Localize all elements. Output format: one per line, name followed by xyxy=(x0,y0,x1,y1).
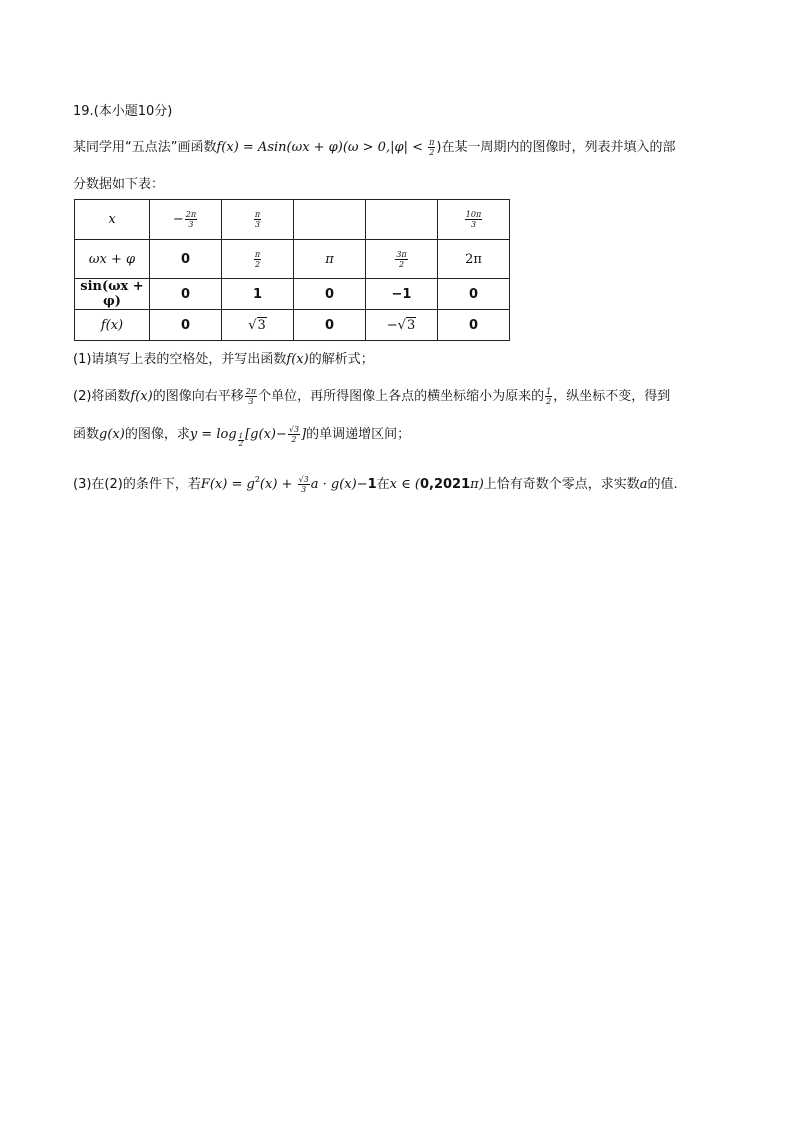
sqrt-3: √3 xyxy=(248,317,266,333)
part-2-line-2: 函数g(x)的图像，求y = log $\frac{1}{2}$ [g(x)− $\frac{√3}{2}$ ]的单调递增区间； xyxy=(73,425,411,448)
row-header-sin: sin(ωx + φ) xyxy=(75,279,150,310)
cell-x-1: − $\frac{2\pi}{3}$ xyxy=(150,200,222,240)
intro-text-2: )在某一周期内的图像时，列表并填入的部 xyxy=(436,140,676,155)
function-expression: f(x) = Asin(ωx + φ)(ω > 0,|φ| < xyxy=(216,140,428,155)
question-header xyxy=(73,102,172,122)
intro-line-1 xyxy=(73,138,675,158)
fraction-sqrt3-over-3: $\frac{√3}{3}$ xyxy=(298,475,309,494)
cell-f-5: 0 xyxy=(438,310,510,341)
cell-sin-1: 0 xyxy=(150,279,222,310)
intro-line-2 xyxy=(73,175,164,195)
table-row-phase xyxy=(75,240,510,279)
sqrt-3-negative: √3 xyxy=(397,317,416,333)
cell-phase-1: 0 xyxy=(150,240,222,279)
cell-x-3 xyxy=(294,200,366,240)
part-2-line-1: (2)将函数f(x)的图像向右平移 $\frac{2\pi}{3}$ 个单位，再所得图像上各点的横坐标缩小为原来的 $\frac{1}{2}$ ，纵坐标不变，得到 xyxy=(73,387,671,406)
intro-text-1: 某同学用“五点法”画函数 xyxy=(73,140,217,155)
cell-sin-4: −1 xyxy=(366,279,438,310)
cell-sin-5: 0 xyxy=(438,279,510,310)
fraction-one-half: $\frac{1}{2}$ xyxy=(546,387,552,406)
cell-f-3: 0 xyxy=(294,310,366,341)
cell-sin-2: 1 xyxy=(222,279,294,310)
cell-sin-3: 0 xyxy=(294,279,366,310)
table-row-f xyxy=(75,310,510,341)
table-row-sin xyxy=(75,279,510,310)
cell-f-2 xyxy=(222,310,294,341)
cell-x-4 xyxy=(366,200,438,240)
cell-phase-3: π xyxy=(294,240,366,279)
table-row-x xyxy=(75,200,510,240)
cell-phase-2: $\frac{\pi}{2}$ xyxy=(222,240,294,279)
intro-text-3: 分数据如下表： xyxy=(73,177,165,192)
fraction-pi-over-2: $\frac{\pi}{2}$ xyxy=(429,138,435,157)
cell-f-1: 0 xyxy=(150,310,222,341)
cell-x-5: $\frac{10\pi}{3}$ xyxy=(438,200,510,240)
question-points: (本小题10分) xyxy=(93,104,173,119)
cell-phase-4: $\frac{3\pi}{2}$ xyxy=(366,240,438,279)
question-number: 19. xyxy=(73,104,94,119)
log-base-one-half: $\frac{1}{2}$ xyxy=(238,432,244,448)
row-header-x: x xyxy=(75,200,150,240)
row-header-phase: ωx + φ xyxy=(75,240,150,279)
fraction-sqrt3-over-2: $\frac{√3}{2}$ xyxy=(288,425,300,444)
row-header-f: f(x) xyxy=(75,310,150,341)
part-3: (3)在(2)的条件下，若$F(x) = g^2(x)$ + $\frac{√3}{3}$ a · g(x)−1在x ∈ (0,2021π)上恰有奇数个零点，求实数a的值. xyxy=(73,475,678,494)
fraction-2pi-over-3: $\frac{2\pi}{3}$ xyxy=(245,387,257,406)
cell-phase-5: 2π xyxy=(438,240,510,279)
cell-f-4: −√3 xyxy=(366,310,438,341)
part-1: (1)请填写上表的空格处，并写出函数f(x)的解析式； xyxy=(73,352,374,367)
cell-x-2: $\frac{\pi}{3}$ xyxy=(222,200,294,240)
five-point-table xyxy=(74,199,510,341)
